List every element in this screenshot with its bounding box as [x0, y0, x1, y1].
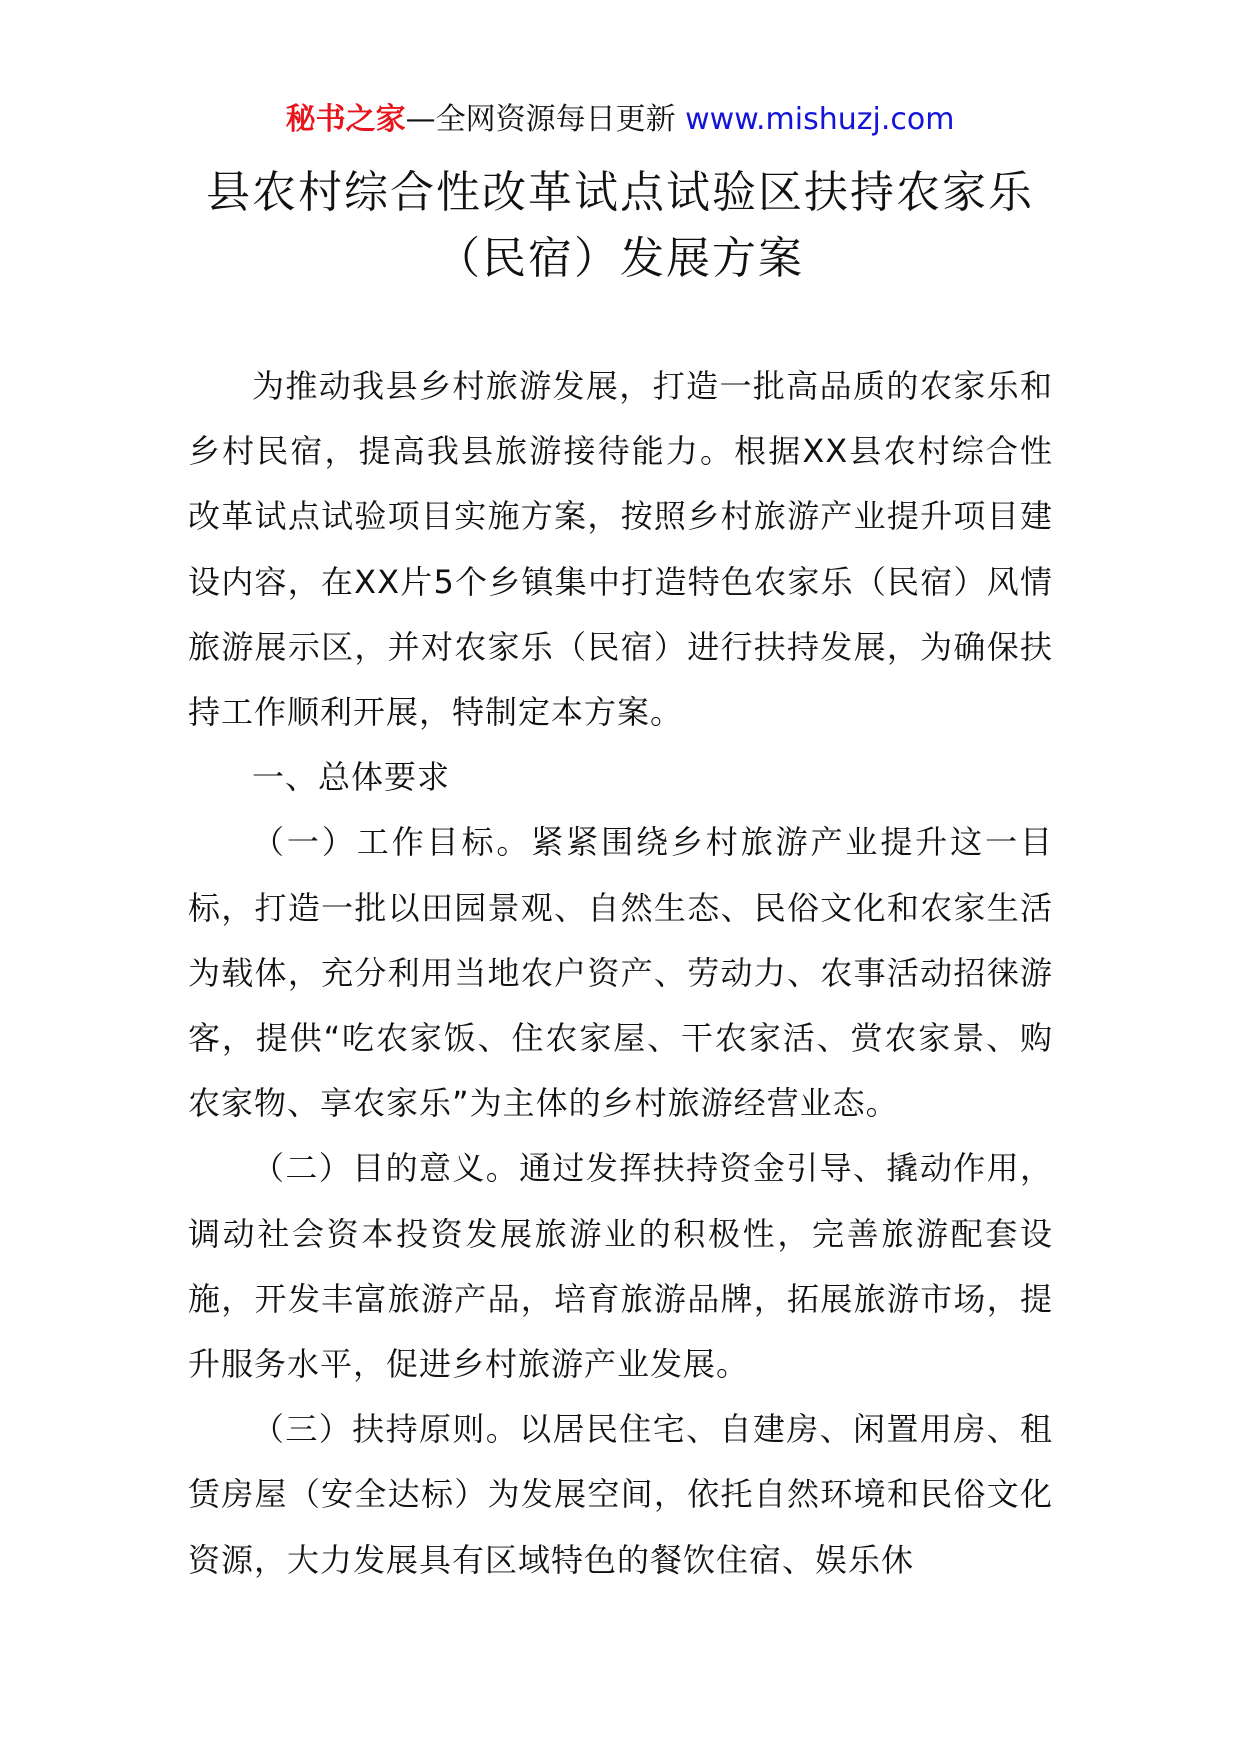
site-header	[0, 96, 1240, 144]
paragraph-purpose: （二）目的意义。通过发挥扶持资金引导、撬动作用，调动社会资本投资发展旅游业的积极性，完善旅游配套设施，开发丰富旅游产品，培育旅游品牌，拓展旅游市场，提升服务水平，促进乡村旅游产业发展。	[188, 1149, 1053, 1384]
paragraph-support-principle: （三）扶持原则。以居民住宅、自建房、闲置用房、租赁房屋（安全达标）为发展空间，依托自然环境和民俗文化资源，大力发展具有区域特色的餐饮住宿、娱乐休	[188, 1410, 1053, 1579]
section-heading-general-requirements: 一、总体要求	[252, 758, 451, 797]
site-brand: 秘书之家	[285, 102, 406, 137]
document-body	[188, 354, 1053, 1593]
site-url-link[interactable]: www.mishuzj.com	[685, 102, 955, 137]
site-tagline: —全网资源每日更新	[405, 102, 686, 137]
paragraph-intro: 为推动我县乡村旅游发展，打造一批高品质的农家乐和乡村民宿，提高我县旅游接待能力。根据XX县农村综合性改革试点试验项目实施方案，按照乡村旅游产业提升项目建设内容，在XX片5个乡镇集中打造特色农家乐（民宿）风情旅游展示区，并对农家乐（民宿）进行扶持发展，为确保扶持工作顺利开展，特制定本方案。	[188, 367, 1053, 732]
title-line-2: （民宿）发展方案	[436, 233, 804, 284]
paragraph-work-goal: （一）工作目标。紧紧围绕乡村旅游产业提升这一目标，打造一批以田园景观、自然生态、民俗文化和农家生活为载体，充分利用当地农户资产、劳动力、农事活动招徕游客，提供“吃农家饭、住农家屋、干农家活、赏农家景、购农家物、享农家乐”为主体的乡村旅游经营业态。	[188, 823, 1053, 1123]
document-title	[0, 160, 1240, 292]
title-line-1: 县农村综合性改革试点试验区扶持农家乐	[206, 167, 1034, 218]
